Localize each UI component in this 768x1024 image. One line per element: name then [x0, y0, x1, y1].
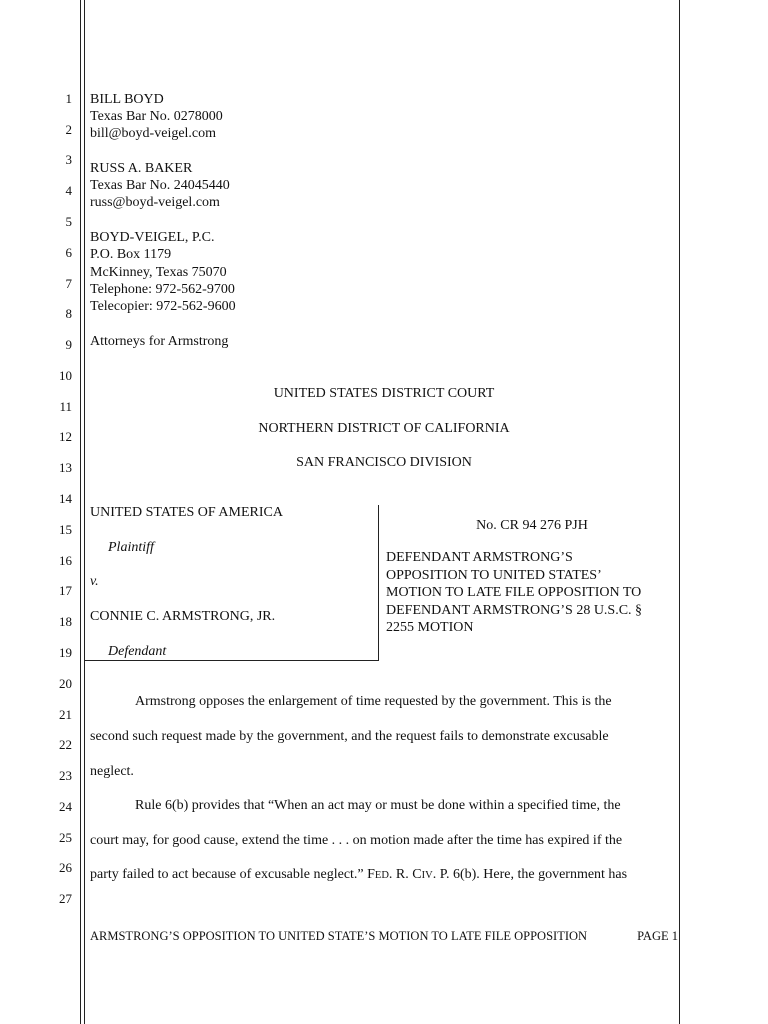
firm-address-line: McKinney, Texas 75070 [90, 265, 227, 280]
line-number: 8 [65, 306, 72, 321]
line-number: 5 [65, 214, 72, 229]
document-title [386, 549, 678, 637]
line-number: 2 [65, 122, 72, 137]
court-division: SAN FRANCISCO DIVISION [296, 455, 472, 470]
line-number: 6 [65, 245, 72, 260]
body-line [90, 866, 678, 884]
document-title-line: OPPOSITION TO UNITED STATES’ [386, 567, 602, 583]
line-number: 20 [59, 676, 72, 691]
body-text-run: . P. 6(b). Here, the government has [432, 867, 628, 882]
body-line: Rule 6(b) provides that “When an act may or must be done within a specified time, the [135, 798, 621, 813]
line-number: 7 [65, 276, 72, 291]
small-caps-run: ED [374, 870, 389, 881]
body-line: neglect. [90, 764, 134, 779]
body-text-run: . R. C [388, 867, 422, 882]
court-district: NORTHERN DISTRICT OF CALIFORNIA [258, 421, 510, 436]
line-number: 26 [59, 860, 72, 875]
small-caps-run: IV [421, 870, 433, 881]
line-number: 9 [65, 337, 72, 352]
document-title-line: DEFENDANT ARMSTRONG’S 28 U.S.C. § [386, 602, 643, 618]
firm-name: BOYD-VEIGEL, P.C. [90, 230, 215, 245]
line-number: 1 [65, 91, 72, 106]
plaintiff-role: Plaintiff [108, 540, 154, 555]
case-number: No. CR 94 276 PJH [476, 518, 588, 533]
body-line: Armstrong opposes the enlargement of time requested by the government. This is the [135, 694, 612, 709]
attorney-name: BILL BOYD [90, 92, 164, 107]
line-number: 4 [65, 183, 72, 198]
line-number: 10 [59, 368, 72, 383]
attorney-email: bill@boyd-veigel.com [90, 126, 217, 141]
caption-divider-horizontal [84, 660, 379, 661]
versus: v. [90, 574, 99, 589]
attorney-bar-number: Texas Bar No. 0278000 [90, 109, 223, 124]
line-number: 18 [59, 614, 72, 629]
firm-telephone: Telephone: 972-562-9700 [90, 282, 235, 297]
left-margin-rule-inner [84, 0, 85, 1024]
body-line: court may, for good cause, extend the time . . . on motion made after the time has expired if the [90, 833, 623, 848]
caption-divider-vertical [378, 505, 379, 661]
document-title-line: 2255 MOTION [386, 620, 474, 635]
line-number: 12 [59, 429, 72, 444]
firm-telecopier: Telecopier: 972-562-9600 [90, 299, 236, 314]
line-number: 17 [59, 583, 72, 598]
defendant-name: CONNIE C. ARMSTRONG, JR. [90, 609, 276, 624]
body-line: second such request made by the government, and the request fails to demonstrate excusable [90, 729, 609, 744]
left-margin-rule-outer [80, 0, 81, 1024]
attorney-email: russ@boyd-veigel.com [90, 195, 220, 210]
line-number: 27 [59, 891, 72, 906]
line-number: 14 [59, 491, 72, 506]
attorney-name: RUSS A. BAKER [90, 161, 193, 176]
line-number: 16 [59, 553, 72, 568]
line-number: 3 [65, 152, 72, 167]
attorneys-for: Attorneys for Armstrong [90, 334, 229, 349]
attorney-bar-number: Texas Bar No. 24045440 [90, 178, 230, 193]
plaintiff-name: UNITED STATES OF AMERICA [90, 505, 283, 520]
footer-title: ARMSTRONG’S OPPOSITION TO UNITED STATE’S MOTION TO LATE FILE OPPOSITION [90, 929, 588, 943]
right-margin-rule [679, 0, 680, 1024]
line-number: 15 [59, 522, 72, 537]
court-name: UNITED STATES DISTRICT COURT [273, 386, 495, 401]
line-number: 25 [59, 830, 72, 845]
line-number: 21 [59, 707, 72, 722]
line-number: 24 [59, 799, 72, 814]
line-number: 11 [59, 399, 72, 414]
firm-address-line: P.O. Box 1179 [90, 247, 172, 262]
body-text-run: party failed to act because of excusable neglect.” F [90, 867, 375, 882]
defendant-role: Defendant [108, 644, 167, 659]
line-number: 19 [59, 645, 72, 660]
line-number: 23 [59, 768, 72, 783]
document-title-line: MOTION TO LATE FILE OPPOSITION TO [386, 585, 642, 600]
line-number: 13 [59, 460, 72, 475]
document-title-line: DEFENDANT ARMSTRONG’S [386, 550, 573, 565]
line-number: 22 [59, 737, 72, 752]
page-number: PAGE 1 [637, 929, 678, 943]
